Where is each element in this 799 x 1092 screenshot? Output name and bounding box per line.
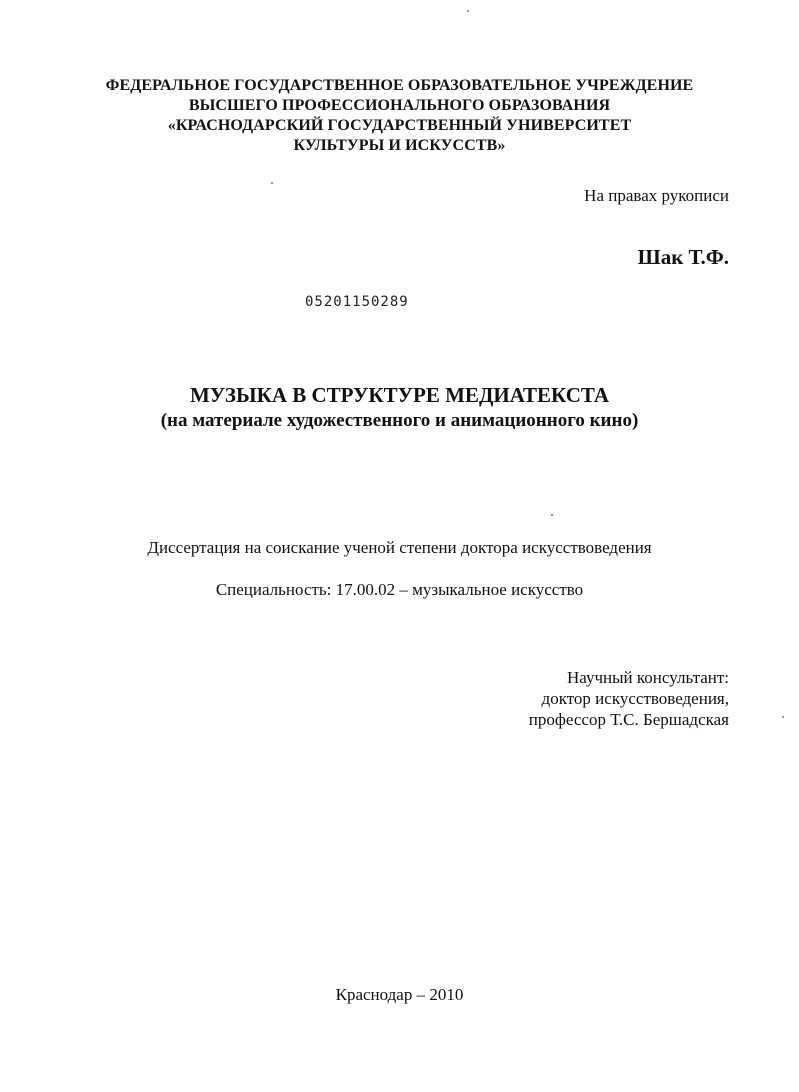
scan-speck [271, 182, 273, 184]
institution-line-2: ВЫСШЕГО ПРОФЕССИОНАЛЬНОГО ОБРАЗОВАНИЯ [188, 97, 611, 114]
title-subtitle: (на материале художественного и анимационного кино) [160, 410, 639, 431]
institution-line-1: ФЕДЕРАЛЬНОЕ ГОСУДАРСТВЕННОЕ ОБРАЗОВАТЕЛЬНОЕ УЧРЕЖДЕНИЕ [105, 77, 694, 94]
institution-header [0, 76, 799, 156]
scan-speck [551, 514, 553, 516]
institution-line-3: «КРАСНОДАРСКИЙ ГОСУДАРСТВЕННЫЙ УНИВЕРСИТЕТ [167, 117, 632, 134]
dissertation-degree-line: Диссертация на соискание ученой степени доктора искусствоведения [147, 538, 652, 557]
scientific-consultant [529, 667, 729, 730]
scan-speck [467, 10, 469, 12]
dissertation-title [0, 382, 799, 434]
consultant-name: профессор Т.С. Бершадская [528, 710, 729, 729]
consultant-degree: доктор искусствоведения, [541, 689, 729, 708]
city-year: Краснодар – 2010 [335, 985, 464, 1004]
author-name: Шак Т.Ф. [637, 245, 729, 269]
title-main: МУЗЫКА В СТРУКТУРЕ МЕДИАТЕКСТА [189, 383, 610, 407]
manuscript-note: На правах рукописи [584, 186, 729, 205]
scan-speck [782, 716, 784, 718]
specialty-line: Специальность: 17.00.02 – музыкальное искусство [215, 580, 584, 599]
institution-line-4: КУЛЬТУРЫ И ИСКУССТВ» [293, 137, 506, 154]
consultant-role: Научный консультант: [567, 668, 729, 687]
registration-code: 05201150289 [305, 294, 409, 310]
